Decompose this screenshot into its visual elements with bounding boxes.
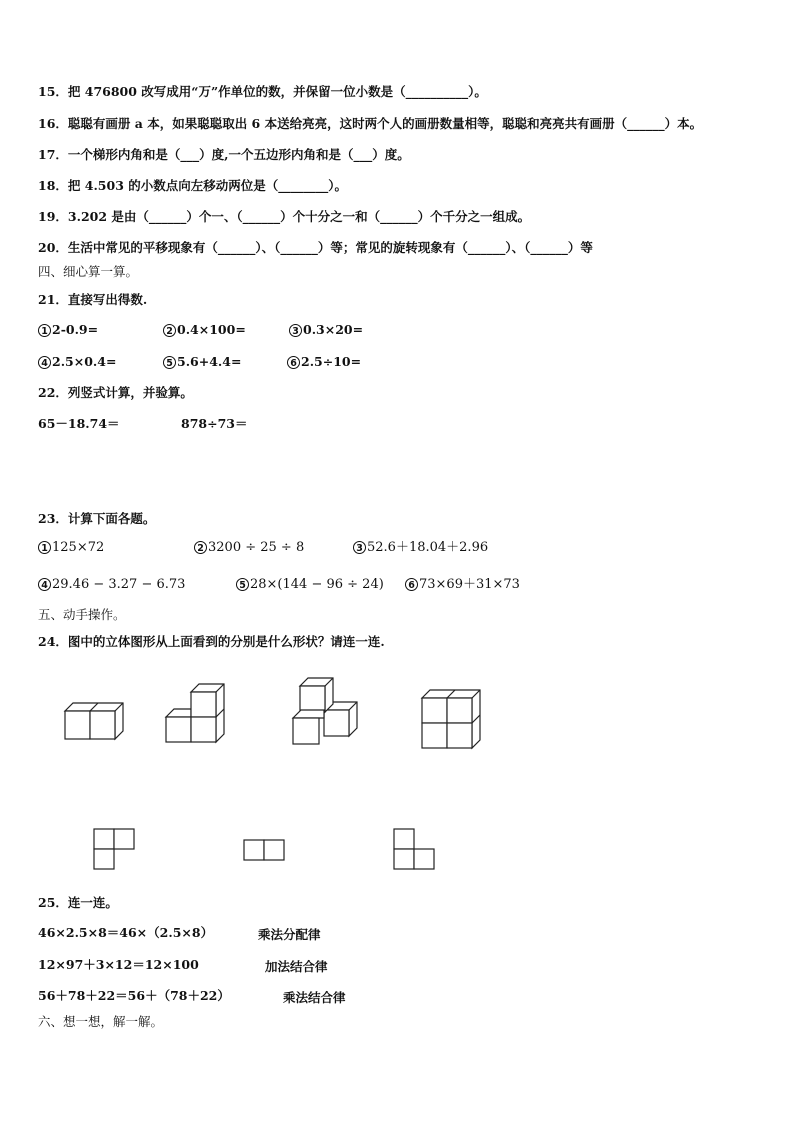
q25-law-3: 乘法结合律 bbox=[283, 990, 346, 1005]
q21-expr: 5.6+4.4= bbox=[177, 354, 242, 369]
circled-number: 2 bbox=[163, 324, 176, 337]
q21-item-6 bbox=[287, 354, 361, 370]
q21-expr: 0.3×20= bbox=[303, 322, 364, 337]
q23-item-6 bbox=[405, 577, 520, 593]
circled-number: 1 bbox=[38, 541, 51, 554]
q23-expr: 125×72 bbox=[52, 540, 105, 555]
q23-expr: 52.6＋18.04＋2.96 bbox=[367, 540, 489, 555]
circled-number: 2 bbox=[194, 541, 207, 554]
circled-number: 1 bbox=[38, 324, 51, 337]
solid-figure-2 bbox=[163, 682, 229, 744]
question-24: 24．图中的立体图形从上面看到的分别是什么形状？请连一连. bbox=[38, 634, 385, 649]
circled-number: 3 bbox=[289, 324, 302, 337]
circled-number: 4 bbox=[38, 356, 51, 369]
q25-equation-2: 12×97＋3×12＝12×100 bbox=[38, 957, 199, 972]
question-23: 23．计算下面各题。 bbox=[38, 511, 156, 526]
q22-expr-1: 65－18.74＝ bbox=[38, 416, 120, 431]
q23-expr: 73×69＋31×73 bbox=[419, 577, 520, 592]
q21-item-2 bbox=[163, 322, 246, 338]
solid-figure-1 bbox=[62, 696, 128, 742]
circled-number: 5 bbox=[163, 356, 176, 369]
q25-law-1: 乘法分配律 bbox=[258, 927, 321, 942]
solid-figure-4 bbox=[419, 688, 483, 752]
question-20: 20．生活中常见的平移现象有（______）、（______）等；常见的旋转现象有（______）、（______）等 bbox=[38, 240, 593, 255]
question-15: 15．把 476800 改写成用“万”作单位的数，并保留一位小数是（__________）。 bbox=[38, 84, 487, 99]
q21-item-3 bbox=[289, 322, 363, 338]
circled-number: 3 bbox=[353, 541, 366, 554]
q23-expr: 3200 ÷ 25 ÷ 8 bbox=[208, 540, 305, 555]
section-6-heading: 六、想一想，解一解。 bbox=[38, 1014, 164, 1029]
q21-expr: 2-0.9= bbox=[52, 322, 99, 337]
q22-expr-2: 878÷73＝ bbox=[181, 416, 248, 431]
q23-item-1 bbox=[38, 540, 104, 556]
q21-item-1 bbox=[38, 322, 98, 338]
question-16: 16．聪聪有画册 a 本，如果聪聪取出 6 本送给亮亮，这时两个人的画册数量相等，聪聪和亮亮共有画册（______）本。 bbox=[38, 116, 703, 131]
circled-number: 6 bbox=[405, 578, 418, 591]
top-view-shape-1 bbox=[92, 827, 138, 871]
section-4-heading: 四、细心算一算。 bbox=[38, 264, 139, 279]
q23-item-5 bbox=[236, 577, 384, 593]
q25-law-2: 加法结合律 bbox=[265, 959, 328, 974]
top-view-shape-2 bbox=[242, 838, 288, 862]
circled-number: 6 bbox=[287, 356, 300, 369]
q21-item-5 bbox=[163, 354, 241, 370]
question-17: 17．一个梯形内角和是（___）度,一个五边形内角和是（___）度。 bbox=[38, 147, 410, 162]
q21-item-4 bbox=[38, 354, 116, 370]
q25-equation-3: 56＋78＋22＝56＋（78＋22） bbox=[38, 988, 230, 1003]
circled-number: 4 bbox=[38, 578, 51, 591]
q21-expr: 2.5÷10= bbox=[301, 354, 362, 369]
question-22: 22．列竖式计算，并验算。 bbox=[38, 385, 193, 400]
q23-expr: 28×(144 − 96 ÷ 24) bbox=[250, 577, 384, 592]
top-view-shape-3 bbox=[392, 827, 438, 871]
circled-number: 5 bbox=[236, 578, 249, 591]
q25-equation-1: 46×2.5×8＝46×（2.5×8） bbox=[38, 925, 214, 940]
q23-item-2 bbox=[194, 540, 304, 556]
question-19: 19．3.202 是由（______）个一、（______）个十分之一和（______）个千分之一组成。 bbox=[38, 209, 531, 224]
question-25: 25．连一连。 bbox=[38, 895, 118, 910]
question-18: 18．把 4.503 的小数点向左移动两位是（________）。 bbox=[38, 178, 347, 193]
question-21: 21．直接写出得数. bbox=[38, 292, 148, 307]
q21-expr: 2.5×0.4= bbox=[52, 354, 117, 369]
q23-expr: 29.46 − 3.27 − 6.73 bbox=[52, 577, 186, 592]
q23-item-3 bbox=[353, 540, 488, 556]
q23-item-4 bbox=[38, 577, 185, 593]
q21-expr: 0.4×100= bbox=[177, 322, 246, 337]
section-5-heading: 五、动手操作。 bbox=[38, 607, 126, 622]
solid-figure-3 bbox=[290, 676, 362, 746]
